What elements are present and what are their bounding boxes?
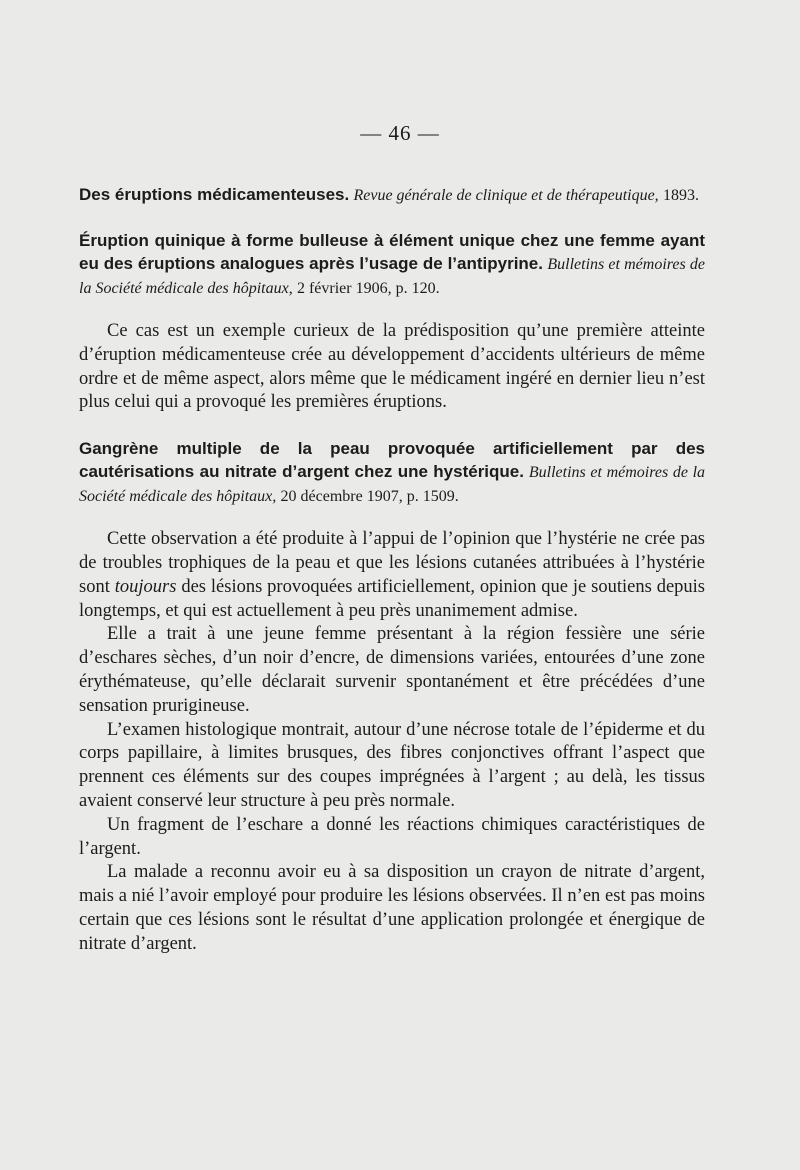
body-paragraph: Elle a trait à une jeune femme présentant à la région fessière une série d’eschares sèches, d’un noir d’encre, de dimensions variées, entourées d’une zone érythémateuse, qu’elle déclarait survenir spontanément et être précédées d’une sensation prurigineuse. xyxy=(79,624,705,716)
entry-date: 2 février 1906, p. 120. xyxy=(296,280,440,297)
entry-date: 20 décembre 1907, p. 1509. xyxy=(280,488,459,506)
body-paragraph: L’examen histologique montrait, autour d’une nécrose totale de l’épiderme et du corps papillaire, à limites brusques, des fibres conjonctives offrant l’aspect que prennent ces éléments sur des coupes imprégnées à l’argent ; au delà, les tissus avaient conservé leur structure à peu près normale. xyxy=(79,719,705,811)
bibliography-entry xyxy=(79,229,705,415)
bibliography-entry xyxy=(79,183,705,207)
body-paragraph: La malade a reconnu avoir eu à sa disposition un crayon de nitrate d’argent, mais a nié l’avoir employé pour produire les lésions observées. Il n’en est pas moins certain que ces lésions sont le résultat d’une application prolongée et énergique de nitrate d’argent. xyxy=(79,862,705,954)
entry-heading xyxy=(79,183,705,207)
entry-source: Bulletins et mémoires de la Société médicale des hôpitaux, xyxy=(79,464,706,506)
entry-heading xyxy=(79,437,705,508)
entry-source: Bulletins et mémoires de la Société médicale des hôpitaux, xyxy=(79,256,705,297)
body-paragraph: Un fragment de l’eschare a donné les réactions chimiques caractéristiques de l’argent. xyxy=(79,814,705,859)
bibliography-entry xyxy=(79,437,705,956)
entry-heading xyxy=(79,229,705,300)
emphasis-text: toujours xyxy=(114,576,177,597)
entry-title: Éruption quinique à forme bulleuse à élément unique chez une femme ayant eu des éruptions analogues après l’usage de l’antipyrine. xyxy=(79,231,705,273)
entry-title: Des éruptions médicamenteuses. xyxy=(79,185,350,204)
body-paragraph: Cette observation a été produite à l’appui de l’opinion que l’hystérie ne crée pas de troubles trophiques de la peau et que les lésions cutanées attribuées à l’hystérie sont toujours des lésions provoquées artificiellement, opinion que je soutiens depuis longtemps, et qui est actuellement à peu près unanimement admise. xyxy=(79,529,705,621)
body-paragraph: Ce cas est un exemple curieux de la prédisposition qu’une première atteinte d’éruption médicamenteuse crée au développement d’accidents ultérieurs de même ordre et de même aspect, alors même que le médicament ingéré en dernier lieu n’est plus celui qui a provoqué les premières éruptions. xyxy=(79,321,705,413)
page-number: — 46 — xyxy=(360,121,440,145)
entry-title: Gangrène multiple de la peau provoquée artificiellement par des cautérisations au nitrate d’argent chez une hystérique. xyxy=(79,439,705,482)
entry-date: 1893. xyxy=(662,187,699,204)
entry-source: Revue générale de clinique et de thérapeutique, xyxy=(353,187,659,204)
page-content xyxy=(79,183,705,979)
